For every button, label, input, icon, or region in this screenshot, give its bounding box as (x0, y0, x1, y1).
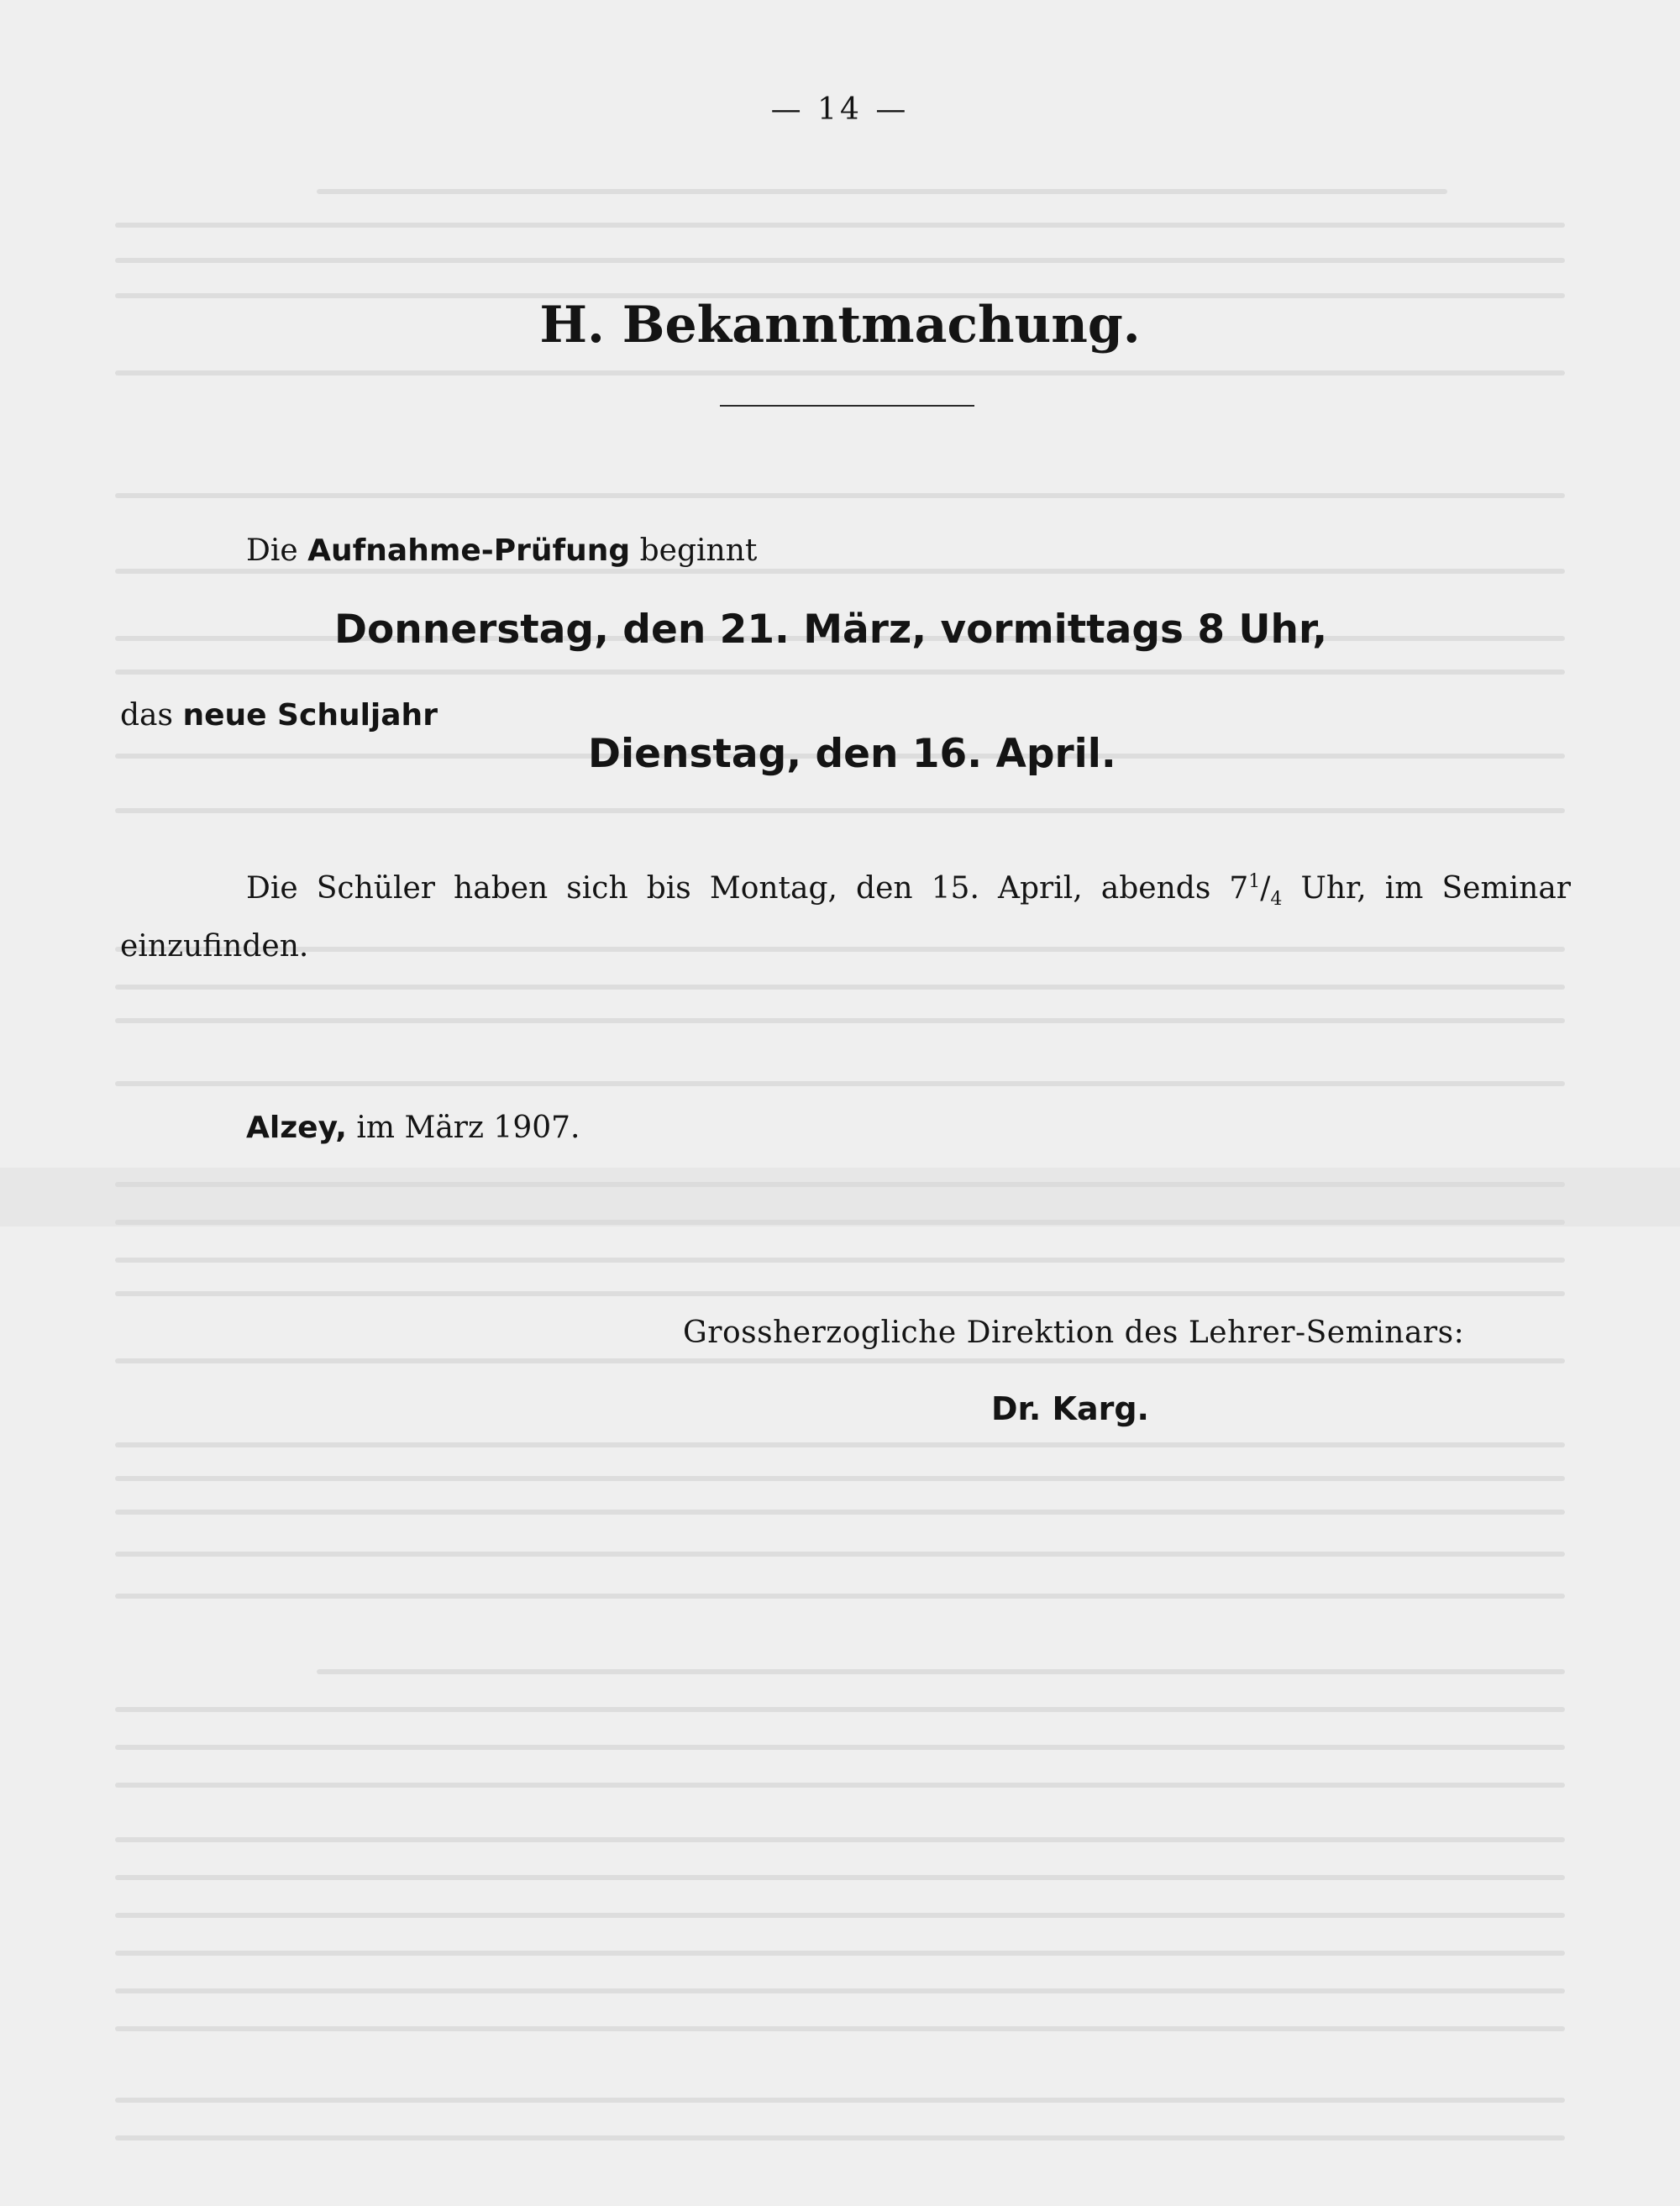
exam-date: Donnerstag, den 21. März, vormittags 8 Uhr, (334, 607, 1328, 653)
arrival-text-after: Uhr, im Seminar einzufinden. (120, 871, 1571, 964)
exam-name: Aufnahme-Prüfung (307, 533, 631, 568)
issuing-authority: Grossherzogliche Direktion des Lehrer-Seminars: (683, 1316, 1465, 1350)
fraction-slash: / (1260, 871, 1271, 906)
place-date-line (246, 1111, 580, 1145)
arrival-text-before: Die Schüler haben sich bis Montag, den 15. April, abends 7 (246, 871, 1249, 906)
school-year-prefix: das (120, 698, 173, 733)
title-divider (720, 405, 974, 407)
place-name: Alzey, (246, 1111, 347, 1145)
school-year-line (120, 698, 438, 733)
exam-start-prefix: Die (246, 533, 298, 568)
exam-start-suffix: beginnt (639, 533, 758, 568)
school-year-date: Dienstag, den 16. April. (588, 731, 1116, 777)
exam-start-line (246, 533, 757, 568)
fraction-numerator: 1 (1248, 871, 1261, 892)
fraction-denominator: 4 (1270, 889, 1283, 911)
date-text: im März 1907. (356, 1111, 580, 1145)
arrival-paragraph (120, 859, 1571, 970)
signature-name: Dr. Karg. (991, 1390, 1149, 1427)
school-year-label: neue Schuljahr (182, 698, 438, 733)
page-number: — 14 — (770, 92, 910, 127)
page-title: H. Bekanntmachung. (539, 296, 1141, 355)
